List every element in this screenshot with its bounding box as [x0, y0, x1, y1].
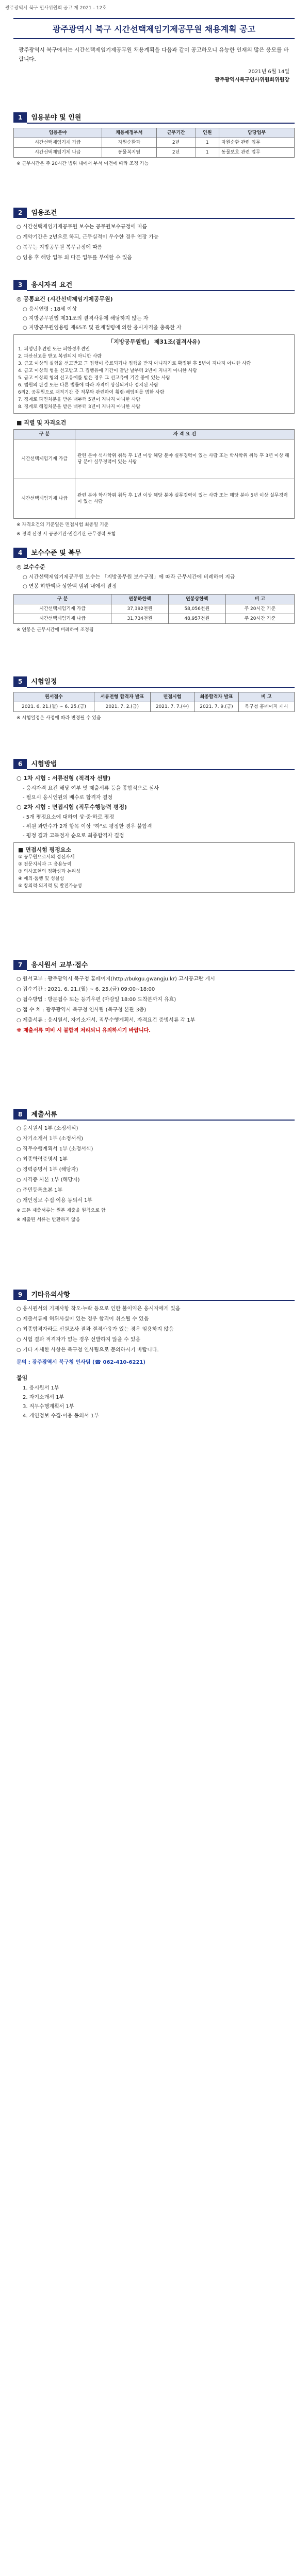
attachment-item: 4. 개인정보 수집·이용 동의서 1부	[23, 1413, 99, 1419]
box-line: ① 공무원으로서의 정신자세	[18, 855, 75, 860]
table-note: ※ 연봉은 근무시간에 비례하여 조정됨	[17, 628, 94, 633]
box-line: ③ 의사표현의 정확성과 논리성	[18, 869, 80, 874]
subheading: ◎ 공통요건 (시간선택제임기제공무원)	[17, 296, 113, 302]
table-row: 시간선택제임기제 나급 31,734천원 48,957천원 주 20시간 기준	[14, 614, 295, 624]
box-title: ■ 면접시험 평정요소	[18, 846, 72, 853]
list-item: ○ 최종합격자라도 신원조사 결과 결격사유가 있는 경우 임용하지 않음	[17, 1327, 174, 1332]
notice-date: 2021년 6월 14일	[248, 69, 289, 75]
list-item: ○ 지방공무원법 제31조의 결격사유에 해당하지 않는 자	[23, 316, 149, 321]
section-number: 6	[13, 759, 27, 769]
box-line: 4. 금고 이상의 형을 선고받고 그 집행유예 기간이 끝난 날부터 2년이 지나지 아니한 사람	[18, 368, 198, 374]
notice-title: 광주광역시 북구 시간선택제임기제공무원 채용계획 공고	[13, 18, 295, 39]
list-item: ○ 복무는 지방공무원 복무규정에 따름	[17, 245, 103, 250]
list-item: ○ 최종학력증명서 1부	[17, 1157, 68, 1162]
qualification-table	[13, 429, 295, 519]
list-item: - 평정 결과 고득점자 순으로 최종합격자 결정	[23, 833, 124, 839]
issuer: 광주광역시북구인사위원회위원장	[215, 77, 289, 83]
section-conditions	[13, 206, 295, 264]
section-positions	[13, 111, 295, 170]
list-item: - 필요시 응시인원의 배수로 합격자 결정	[23, 795, 113, 801]
box-line: 2. 파산선고를 받고 복권되지 아니한 사람	[18, 354, 102, 359]
section-number: 5	[13, 676, 27, 687]
table-row: 시간선택제임기제 가급 자원순환과 2년 1 자원순환 관련 업무	[14, 138, 295, 148]
table-header: 담당업무	[219, 128, 295, 138]
table-header: 구 분	[14, 430, 75, 439]
subheading: ◎ 보수수준	[17, 564, 45, 570]
subheading: ■ 직렬 및 자격요건	[17, 419, 67, 426]
box-line: 6. 법원의 판결 또는 다른 법률에 따라 자격이 상실되거나 정지된 사람	[18, 383, 158, 388]
section-documents	[13, 1108, 295, 1226]
box-line: 8. 징계로 해임처분을 받은 때부터 3년이 지나지 아니한 사람	[18, 404, 141, 410]
section-salary	[13, 546, 295, 636]
list-item: - 5개 평정요소에 대하여 상·중·하로 평정	[23, 815, 115, 820]
notice-number: 광주광역시 북구 인사위원회 공고 제 2021 - 12호	[5, 6, 107, 11]
section-title: 응시원서 교부·접수	[27, 958, 295, 971]
list-item: ○ 제출서류 : 응시원서, 자기소개서, 직무수행계획서, 자격요건 증빙서류 각 1부	[17, 1018, 196, 1023]
section-qualifications	[13, 278, 295, 540]
list-item: ○ 연봉 하한액과 상한액 범위 내에서 결정	[23, 584, 117, 589]
box-line: 6의2. 공무원으로 재직기간 중 직무와 관련하여 횡령·배임죄를 범한 사람	[18, 390, 165, 395]
list-item: ○ 자격증 사본 1부 (해당자)	[17, 1177, 80, 1183]
section-title: 보수수준 및 복무	[27, 546, 295, 559]
section-exam-method	[13, 757, 295, 896]
section-number: 7	[13, 960, 27, 970]
schedule-table	[13, 692, 295, 712]
list-item: ○ 지방공무원임용령 제65조 및 관계법령에 의한 응시자격을 충족한 자	[23, 325, 182, 331]
table-header: 최종합격자 발표	[194, 692, 238, 702]
box-line: ⑤ 창의력·의지력 및 발전가능성	[18, 884, 82, 889]
table-header: 연봉하한액	[111, 595, 169, 604]
list-item: ○ 2차 시험 : 면접시험 (직무수행능력 평정)	[17, 804, 127, 810]
section-number: 9	[13, 1290, 27, 1300]
section-title: 임용분야 및 인원	[27, 111, 295, 124]
attachment-item: 3. 직무수행계획서 1부	[23, 1404, 74, 1410]
salary-table	[13, 594, 295, 624]
section-number: 8	[13, 1109, 27, 1120]
list-item: ○ 응시원서 1부 (소정서식)	[17, 1126, 78, 1131]
table-header: 인원	[196, 128, 219, 138]
table-row: 시간선택제임기제 가급 37,392천원 58,056천원 주 20시간 기준	[14, 604, 295, 614]
table-header: 채용예정부서	[102, 128, 156, 138]
list-item: ○ 시간선택제임기제공무원 보수는 「지방공무원 보수규정」에 따라 근무시간에 비례하여 지급	[23, 574, 235, 580]
box-line: ④ 예의·품행 및 성실성	[18, 876, 64, 882]
note: ※ 제출된 서류는 반환하지 않음	[17, 1217, 80, 1223]
section-number: 3	[13, 280, 27, 290]
list-item: ○ 시간선택제임기제공무원 보수는 공무원보수규정에 따름	[17, 224, 148, 230]
section-number: 1	[13, 112, 27, 123]
list-item: ○ 1차 시험 : 서류전형 (적격자 선발)	[17, 775, 111, 782]
box-line: 1. 피성년후견인 또는 피한정후견인	[18, 347, 90, 352]
table-note: ※ 근무시간은 주 20시간 범위 내에서 부서 여건에 따라 조정 가능	[17, 161, 149, 166]
section-title: 시험일정	[27, 675, 295, 688]
table-header: 연봉상한액	[168, 595, 225, 604]
list-item: ○ 자기소개서 1부 (소정서식)	[17, 1136, 84, 1142]
list-item: ○ 응시원서의 기재사항 착오·누락 등으로 인한 불이익은 응시자에게 있음	[17, 1306, 181, 1312]
list-item: ○ 시험 결과 적격자가 없는 경우 선발하지 않을 수 있음	[17, 1337, 141, 1343]
box-line: ② 전문지식과 그 응용능력	[18, 862, 72, 867]
list-item: ○ 계약기간은 2년으로 하되, 근무실적이 우수한 경우 연장 가능	[17, 234, 159, 240]
table-header: 근무기간	[156, 128, 196, 138]
table-header: 원서접수	[14, 692, 94, 702]
section-notes	[13, 1288, 295, 1421]
section-title: 기타유의사항	[27, 1288, 295, 1301]
box-line: 3. 금고 이상의 실형을 선고받고 그 집행이 종료되거나 집행을 받지 아니하기로 확정된 후 5년이 지나지 아니한 사람	[18, 361, 251, 366]
table-note: ※ 시험일정은 사정에 따라 변경될 수 있음	[17, 716, 101, 721]
box-title: 「지방공무원법」 제31조(결격사유)	[108, 338, 200, 345]
table-header: 비 고	[238, 692, 294, 702]
list-item: ○ 접수방법 : 방문접수 또는 등기우편 (마감일 18:00 도착분까지 유효)	[17, 997, 176, 1003]
table-note: ※ 경력 산정 시 공공기관·민간기관 근무경력 포함	[17, 532, 116, 537]
section-title: 응시자격 요건	[27, 278, 295, 291]
table-header: 자 격 요 건	[75, 430, 295, 439]
list-item: ○ 주민등록초본 1부	[17, 1188, 63, 1193]
box-line: 7. 징계로 파면처분을 받은 때부터 5년이 지나지 아니한 사람	[18, 397, 141, 402]
intro-text: 광주광역시 북구에서는 시간선택제임기제공무원 채용계획을 다음과 같이 공고하오니 유능한 인재의 많은 응모를 바랍니다.	[19, 47, 289, 62]
table-row: 시간선택제임기제 나급 관련 분야 학사학위 취득 후 1년 이상 해당 분야 실무경력이 있는 사람 또는 해당 분야 5년 이상 실무경력이 있는 사람	[14, 479, 295, 519]
table-header: 임용분야	[14, 128, 102, 138]
contact-info: 문의 : 광주광역시 북구청 인사팀 (☎ 062-410-6221)	[17, 1360, 145, 1365]
table-row: 2021. 6. 21.(월) ~ 6. 25.(금) 2021. 7. 2.(금) 2021. 7. 7.(수) 2021. 7. 9.(금) 북구청 홈페이지 게시	[14, 702, 295, 712]
attachment-item: 1. 응시원서 1부	[23, 1385, 59, 1391]
disqualification-box	[13, 334, 295, 414]
attachment-item: 2. 자기소개서 1부	[23, 1395, 64, 1400]
list-item: - 위원 과반수가 2개 항목 이상 "하"로 평정한 경우 불합격	[23, 824, 152, 829]
table-header: 서류전형 합격자 발표	[94, 692, 150, 702]
attachments-title: 붙임	[17, 1375, 28, 1381]
section-application	[13, 958, 295, 1037]
list-item: ○ 경력증명서 1부 (해당자)	[17, 1167, 78, 1173]
list-item: ○ 개인정보 수집·이용 동의서 1부	[17, 1198, 92, 1204]
table-row: 시간선택제임기제 나급 동물복지팀 2년 1 동물보호 관련 업무	[14, 148, 295, 158]
list-item: ○ 임용 후 해당 업무 외 다른 업무를 부여할 수 있음	[17, 255, 133, 261]
table-header: 비 고	[225, 595, 294, 604]
positions-table	[13, 128, 295, 158]
table-row: 시간선택제임기제 가급 관련 분야 석사학위 취득 후 1년 이상 해당 분야 실무경력이 있는 사람 또는 학사학위 취득 후 3년 이상 해당 분야 실무경력이 있는 사람	[14, 439, 295, 479]
list-item: ○ 제출서류에 허위사실이 있는 경우 합격이 취소될 수 있음	[17, 1316, 149, 1322]
interview-criteria-box	[13, 842, 295, 893]
table-header: 구 분	[14, 595, 111, 604]
table-note: ※ 자격요건의 기준일은 면접시험 최종일 기준	[17, 522, 109, 528]
section-title: 제출서류	[27, 1108, 295, 1121]
list-item: ○ 기타 자세한 사항은 북구청 인사팀으로 문의하시기 바랍니다.	[17, 1347, 159, 1353]
box-line: 5. 금고 이상의 형의 선고유예를 받은 경우 그 선고유예 기간 중에 있는 사람	[18, 376, 171, 381]
section-title: 임용조건	[27, 206, 295, 219]
note: ※ 모든 제출서류는 원본 제출을 원칙으로 함	[17, 1208, 106, 1213]
section-number: 2	[13, 208, 27, 218]
section-title: 시험방법	[27, 757, 295, 770]
list-item: ○ 접 수 처 : 광주광역시 북구청 인사팀 (북구청 본관 3층)	[17, 1007, 147, 1013]
table-header: 면접시험	[150, 692, 194, 702]
list-item: ○ 접수기간 : 2021. 6. 21.(월) ~ 6. 25.(금) 09:00~18:00	[17, 987, 155, 992]
list-item: ○ 직무수행계획서 1부 (소정서식)	[17, 1146, 93, 1152]
warning-note: ※ 제출서류 미비 시 불합격 처리되니 유의하시기 바랍니다.	[17, 1028, 151, 1033]
section-schedule	[13, 675, 295, 724]
list-item: ○ 원서교부 : 광주광역시 북구청 홈페이지(http://bukgu.gwangju.kr) 고시공고란 게시	[17, 976, 215, 982]
list-item: - 응시자격 요건 해당 여부 및 제출서류 등을 종합적으로 심사	[23, 786, 159, 791]
list-item: ○ 응시연령 : 18세 이상	[23, 307, 77, 312]
section-number: 4	[13, 548, 27, 558]
